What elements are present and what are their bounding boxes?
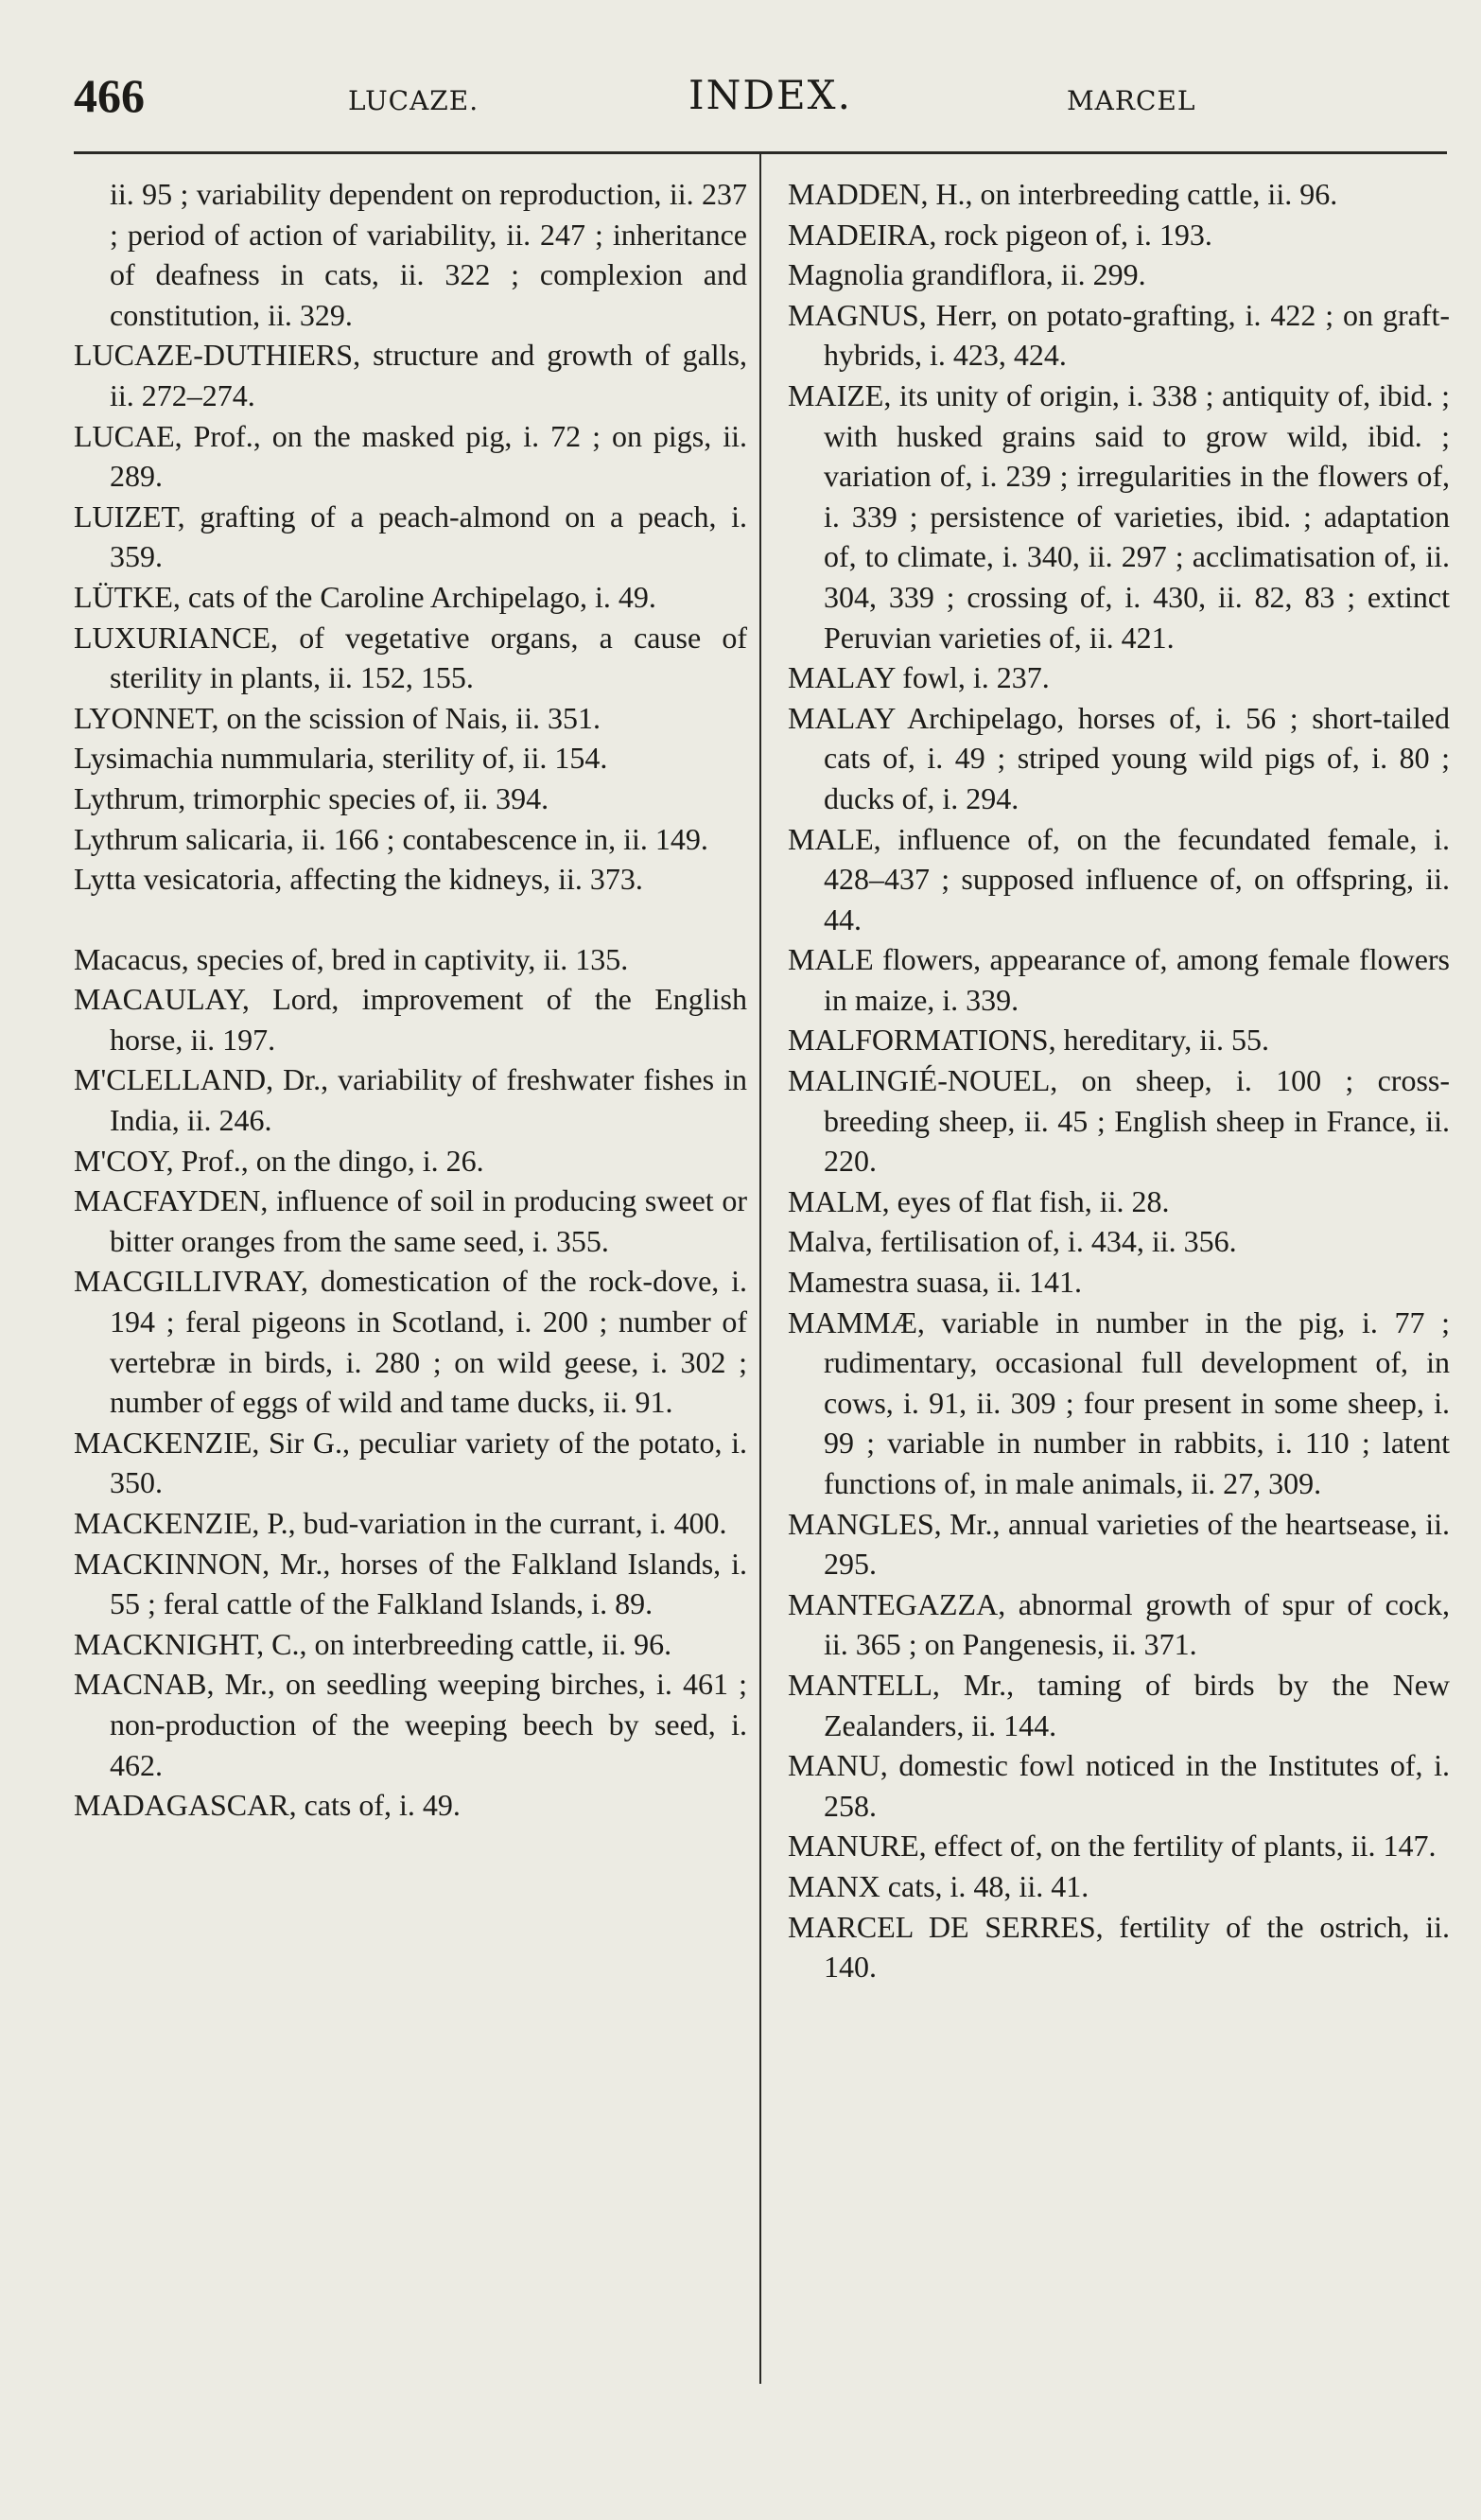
- index-entry: LÜTKE, cats of the Caroline Archipelago, i. 49.: [74, 579, 656, 614]
- index-entry: LUCAE, Prof., on the masked pig, i. 72 ; on pigs, ii. 289.: [74, 418, 747, 494]
- index-entry: LUCAZE-DUTHIERS, structure and growth of galls, ii. 272–274.: [74, 338, 747, 412]
- index-entry: Magnolia grandiflora, ii. 299.: [788, 257, 1146, 292]
- index-entry: Lythrum salicaria, ii. 166 ; contabescence in, ii. 149.: [74, 821, 708, 856]
- index-entry: MANURE, effect of, on the fertility of plants, ii. 147.: [788, 1829, 1437, 1864]
- index-entry: Lytta vesicatoria, affecting the kidneys, ii. 373.: [74, 862, 643, 897]
- running-head-left: LUCAZE.: [348, 85, 479, 116]
- letter-section-gap: [74, 900, 747, 939]
- index-entry: MADEIRA, rock pigeon of, i. 193.: [788, 217, 1212, 252]
- index-entry: MACKENZIE, Sir G., peculiar variety of the potato, i. 350.: [74, 1425, 747, 1500]
- index-entry: MALINGIÉ-NOUEL, on sheep, i. 100 ; cross-breeding sheep, ii. 45 ; English sheep in France, ii. 220.: [788, 1063, 1450, 1179]
- index-entry: Lythrum, trimorphic species of, ii. 394.: [74, 780, 549, 815]
- right-index-column: [788, 174, 1450, 1987]
- page-number: 466: [74, 69, 145, 122]
- index-entry: MANTELL, Mr., taming of birds by the New Zealanders, ii. 144.: [788, 1667, 1450, 1742]
- index-entry: MACNAB, Mr., on seedling weeping birches, i. 461 ; non-production of the weeping beech by seed, i. 462.: [74, 1667, 747, 1782]
- column-divider: [759, 151, 761, 2384]
- index-entry: MALE, influence of, on the fecundated female, i. 428–437 ; supposed influence of, on offspring, ii. 44.: [788, 821, 1450, 936]
- index-entry: MALM, eyes of flat fish, ii. 28.: [788, 1183, 1170, 1218]
- index-entry: MALFORMATIONS, hereditary, ii. 55.: [788, 1023, 1269, 1058]
- index-entry: MALAY Archipelago, horses of, i. 56 ; short-tailed cats of, i. 49 ; striped young wild pigs of, i. 80 ; ducks of, i. 294.: [788, 700, 1450, 815]
- index-entry: MAIZE, its unity of origin, i. 338 ; antiquity of, ibid. ; with husked grains said to grow wild, ibid. ; variation of, i. 239 ; irregularities in the flowers of, i. 339 ; persistence of varieties, ibid. ; adaptation of, to climate, i. 340, ii. 297 ; acclimatisation of, ii. 304, 339 ; crossing of, i. 430, ii. 82, 83 ; extinct Peruvian varieties of, ii. 421.: [788, 377, 1450, 655]
- index-entry: MACKINNON, Mr., horses of the Falkland Islands, i. 55 ; feral cattle of the Falkland Islands, i. 89.: [74, 1546, 747, 1621]
- index-entry: LUXURIANCE, of vegetative organs, a cause of sterility in plants, ii. 152, 155.: [74, 620, 747, 695]
- index-entry: MACAULAY, Lord, improvement of the English horse, ii. 197.: [74, 982, 747, 1057]
- index-title: INDEX.: [688, 72, 852, 118]
- index-entry: MADAGASCAR, cats of, i. 49.: [74, 1788, 461, 1823]
- index-entry: MANX cats, i. 48, ii. 41.: [788, 1868, 1089, 1903]
- index-entry: Lysimachia nummularia, sterility of, ii. 154.: [74, 741, 608, 776]
- index-entry: MAMMÆ, variable in number in the pig, i. 77 ; rudimentary, occasional full development of, in cows, i. 91, ii. 309 ; four present in some sheep, i. 99 ; variable in number in rabbits, i. 110 ; latent functions of, in male animals, ii. 27, 309.: [788, 1304, 1450, 1500]
- index-entry: MACKENZIE, P., bud-variation in the currant, i. 400.: [74, 1506, 727, 1540]
- running-head-right: MARCEL: [1067, 85, 1196, 116]
- index-entry: MANTEGAZZA, abnormal growth of spur of cock, ii. 365 ; on Pangenesis, ii. 371.: [788, 1586, 1450, 1662]
- index-entry: MANU, domestic fowl noticed in the Institutes of, i. 258.: [788, 1748, 1450, 1823]
- index-entry: M'COY, Prof., on the dingo, i. 26.: [74, 1143, 484, 1178]
- index-entry: MARCEL DE SERRES, fertility of the ostrich, ii. 140.: [788, 1909, 1450, 1985]
- index-entry: Macacus, species of, bred in captivity, ii. 135.: [74, 941, 629, 976]
- index-entry: Mamestra suasa, ii. 141.: [788, 1265, 1083, 1300]
- index-entry: ii. 95 ; variability dependent on reproduction, ii. 237 ; period of action of variability, ii. 247 ; inheritance of deafness in cats, ii. 322 ; complexion and constitution, ii. 329.: [110, 177, 747, 332]
- index-entry: MALE flowers, appearance of, among female flowers in maize, i. 339.: [788, 942, 1450, 1017]
- index-entry: MALAY fowl, i. 237.: [788, 660, 1050, 695]
- index-entry: MACFAYDEN, influence of soil in producing sweet or bitter oranges from the same seed, i. 355.: [74, 1183, 747, 1258]
- left-index-column: [74, 174, 747, 1826]
- index-entry: MANGLES, Mr., annual varieties of the heartsease, ii. 295.: [788, 1506, 1450, 1582]
- index-entry: MACKNIGHT, C., on interbreeding cattle, ii. 96.: [74, 1626, 672, 1661]
- index-entry: MAGNUS, Herr, on potato-grafting, i. 422 ; on graft-hybrids, i. 423, 424.: [788, 297, 1450, 373]
- index-entry: MACGILLIVRAY, domestication of the rock-dove, i. 194 ; feral pigeons in Scotland, i. 200 ; number of vertebræ in birds, i. 280 ; on wild geese, i. 302 ; number of eggs of wild and tame ducks, ii. 91.: [74, 1264, 747, 1420]
- index-entry: Malva, fertilisation of, i. 434, ii. 356.: [788, 1224, 1237, 1259]
- index-entry: LUIZET, grafting of a peach-almond on a peach, i. 359.: [74, 499, 747, 574]
- index-entry: MADDEN, H., on interbreeding cattle, ii. 96.: [788, 177, 1338, 211]
- index-entry: LYONNET, on the scission of Nais, ii. 351.: [74, 700, 601, 735]
- index-entry: M'CLELLAND, Dr., variability of freshwater fishes in India, ii. 246.: [74, 1062, 747, 1138]
- page-header: [74, 59, 1453, 134]
